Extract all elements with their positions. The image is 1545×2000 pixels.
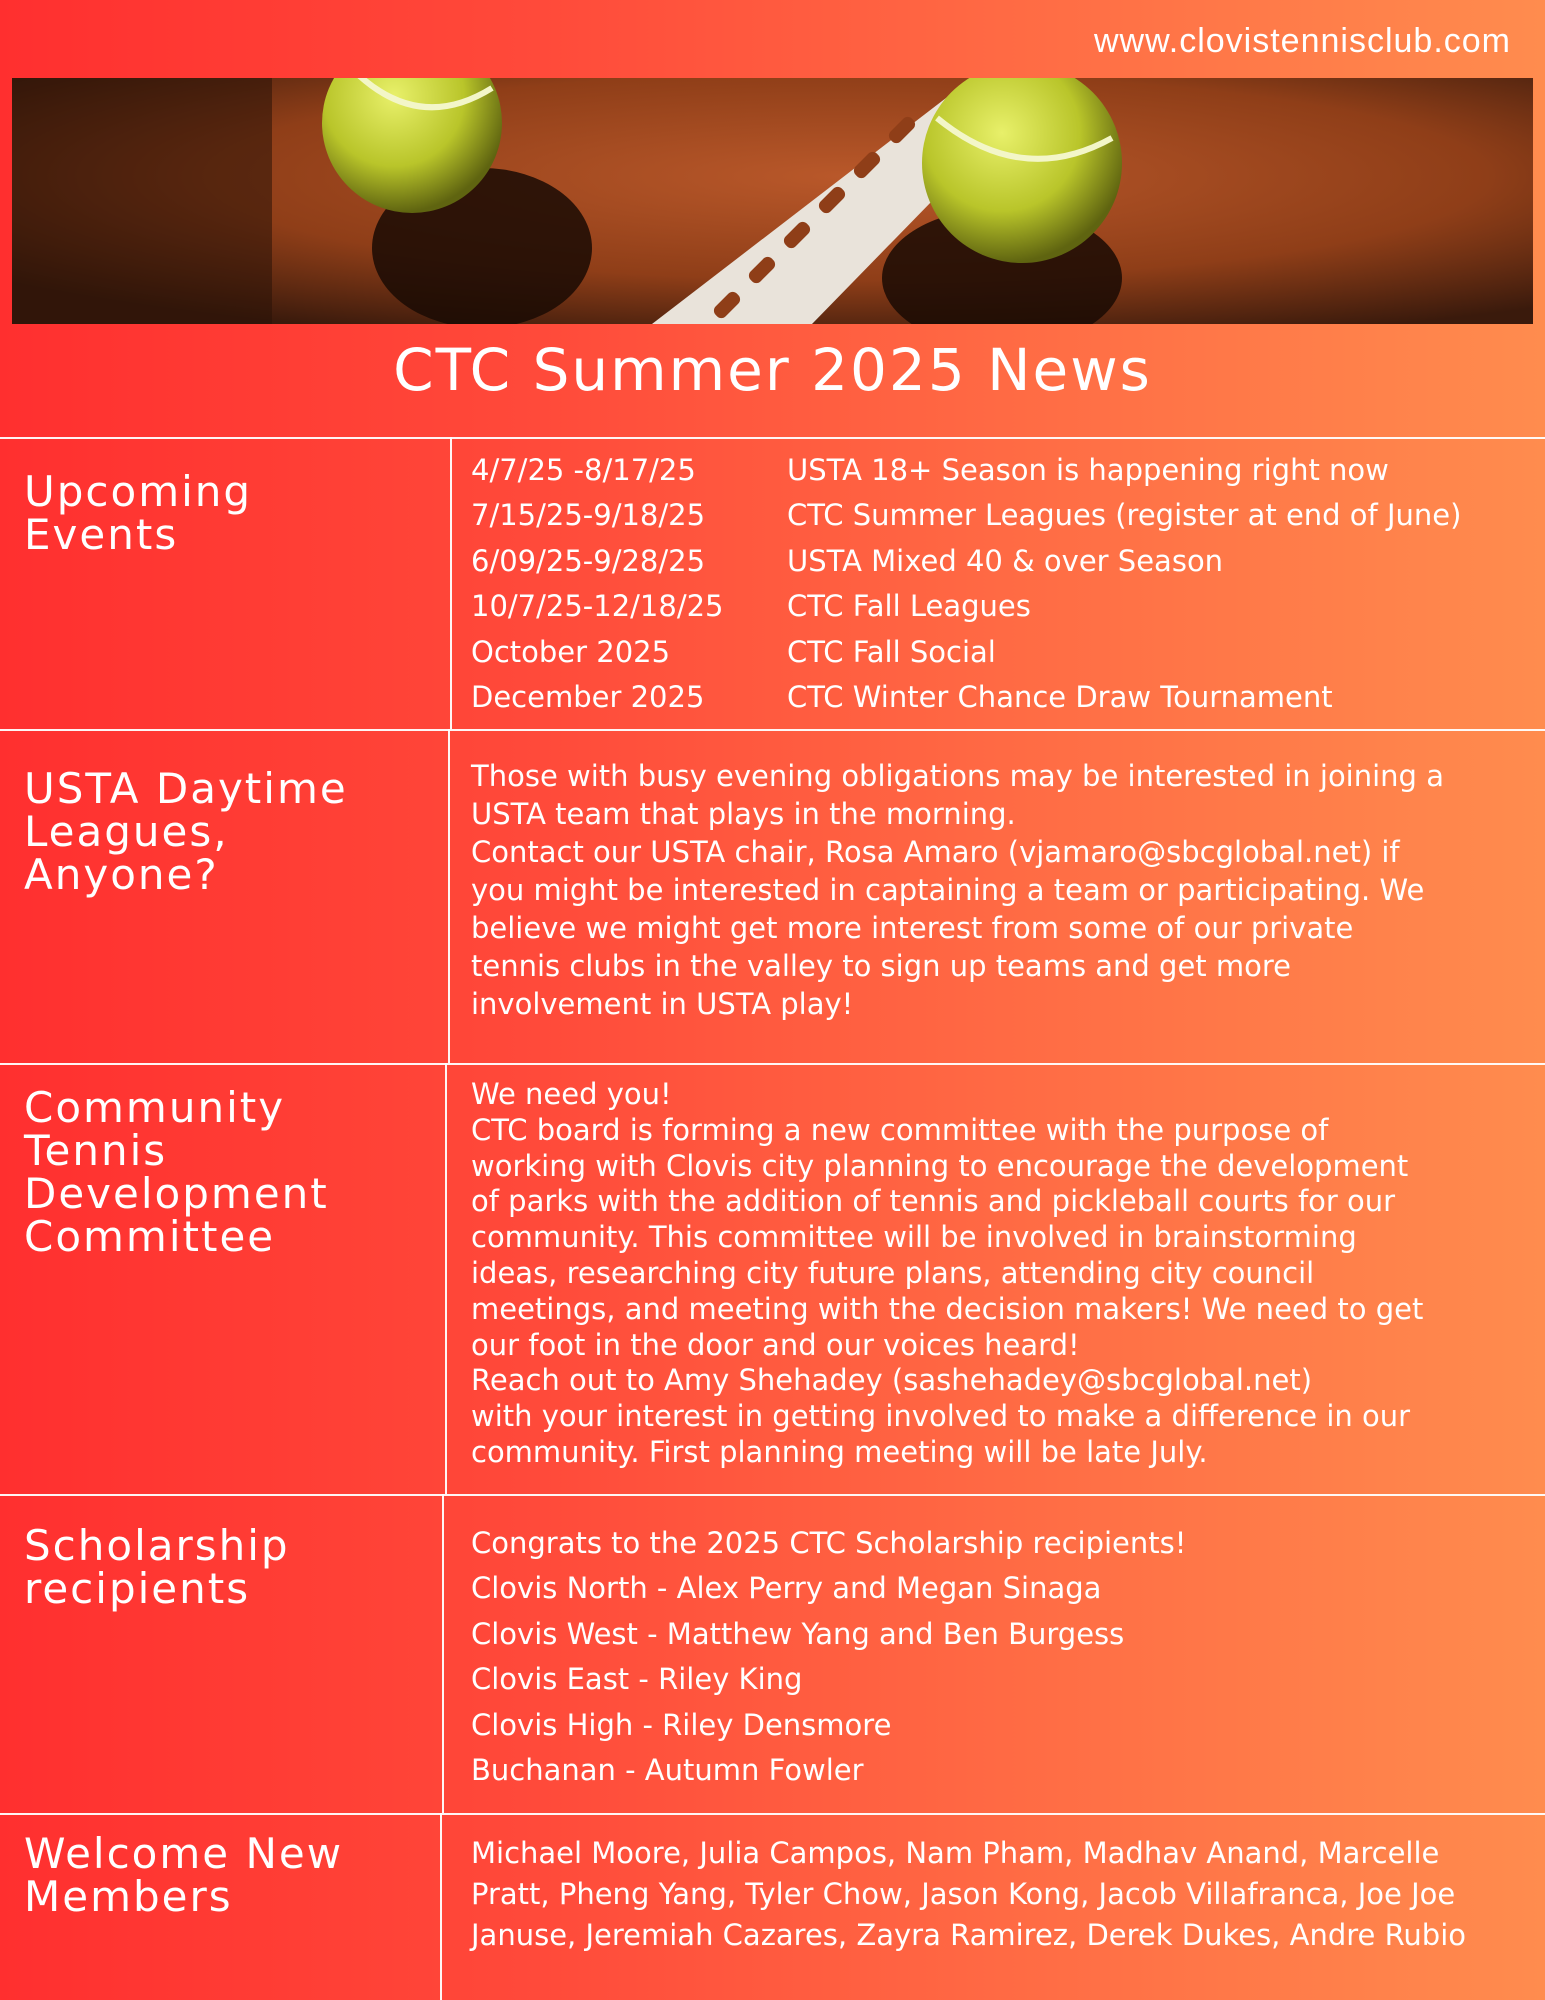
text-line: Contact our USTA chair, Rosa Amaro (vjamaro@sbcglobal.net) if xyxy=(471,835,1400,869)
section-label-upcoming-events xyxy=(24,467,253,559)
text-line: Januse, Jeremiah Cazares, Zayra Ramirez, Derek Dukes, Andre Rubio xyxy=(471,1918,1467,1952)
text-line: working with Clovis city planning to encourage the development xyxy=(471,1148,1409,1183)
text-line: involvement in USTA play! xyxy=(471,987,854,1021)
event-row xyxy=(471,629,1531,675)
event-date: December 2025 xyxy=(471,680,705,715)
divider xyxy=(0,437,1545,439)
label-line: Community xyxy=(24,1083,286,1132)
events-list xyxy=(471,447,1531,720)
section-label-scholarship xyxy=(24,1521,290,1613)
event-date: 7/15/25-9/18/25 xyxy=(471,498,706,533)
list-item: Clovis West - Matthew Yang and Ben Burgess xyxy=(471,1616,1125,1651)
text-line: USTA team that plays in the morning. xyxy=(471,797,1016,831)
event-description: USTA Mixed 40 & over Season xyxy=(787,543,1224,578)
text-line: meetings, and meeting with the decision makers! We need to get xyxy=(471,1291,1424,1326)
text-line: believe we might get more interest from some of our private xyxy=(471,911,1354,945)
event-date: 6/09/25-9/28/25 xyxy=(471,543,706,578)
event-description: CTC Winter Chance Draw Tournament xyxy=(787,680,1333,715)
event-row xyxy=(471,584,1531,630)
event-date: 4/7/25 -8/17/25 xyxy=(471,452,696,487)
column-divider xyxy=(442,1494,444,1813)
column-divider xyxy=(445,1063,447,1494)
text-line: CTC board is forming a new committee with the purpose of xyxy=(471,1112,1329,1147)
page-title: CTC Summer 2025 News xyxy=(393,336,1152,404)
event-row xyxy=(471,675,1531,721)
text-line: our foot in the door and our voices heard! xyxy=(471,1327,1080,1362)
new-members-text xyxy=(471,1833,1531,1956)
text-line: you might be interested in captaining a team or participating. We xyxy=(471,873,1425,907)
text-line: We need you! xyxy=(471,1077,672,1111)
label-line: Committee xyxy=(24,1212,276,1261)
event-row xyxy=(471,493,1531,539)
list-item: Clovis High - Riley Densmore xyxy=(471,1707,892,1742)
website-url[interactable]: www.clovistennisclub.com xyxy=(1093,22,1511,60)
label-line: USTA Daytime xyxy=(24,764,348,813)
label-line: Development xyxy=(24,1169,329,1218)
list-item: Clovis East - Riley King xyxy=(471,1662,803,1697)
daytime-text xyxy=(471,757,1531,1023)
community-text xyxy=(471,1077,1531,1471)
banner-image xyxy=(12,78,1533,324)
text-line: Michael Moore, Julia Campos, Nam Pham, Madhav Anand, Marcelle xyxy=(471,1836,1440,1870)
label-line: Events xyxy=(24,510,179,559)
text-line: with your interest in getting involved to make a difference in our xyxy=(471,1399,1411,1434)
label-line: Anyone? xyxy=(24,850,219,899)
text-line: community. This committee will be involved in brainstorming xyxy=(471,1220,1357,1255)
divider xyxy=(0,1494,1545,1496)
event-row xyxy=(471,447,1531,493)
text-line: Pratt, Pheng Yang, Tyler Chow, Jason Kong, Jacob Villafranca, Joe Joe xyxy=(471,1877,1456,1911)
label-line: Leagues, xyxy=(24,807,229,856)
text-line: ideas, researching city future plans, attending city council xyxy=(471,1255,1315,1290)
divider xyxy=(0,1063,1545,1065)
label-line: Scholarship xyxy=(24,1521,290,1570)
column-divider xyxy=(450,437,452,729)
text-line: of parks with the addition of tennis and pickleball courts for our xyxy=(471,1184,1396,1219)
divider xyxy=(0,729,1545,731)
text-line: Congrats to the 2025 CTC Scholarship recipients! xyxy=(471,1525,1187,1560)
event-description: USTA 18+ Season is happening right now xyxy=(787,452,1389,487)
section-label-usta-daytime xyxy=(24,764,348,899)
event-description: CTC Summer Leagues (register at end of June) xyxy=(787,498,1462,533)
column-divider xyxy=(440,1813,442,2000)
event-description: CTC Fall Leagues xyxy=(787,589,1031,624)
text-line: tennis clubs in the valley to sign up teams and get more xyxy=(471,949,1292,983)
text-line: Reach out to Amy Shehadey (sashehadey@sbcglobal.net) xyxy=(471,1363,1313,1398)
event-description: CTC Fall Social xyxy=(787,634,996,669)
section-label-community-committee xyxy=(24,1083,329,1261)
label-line: Members xyxy=(24,1872,233,1921)
label-line: Tennis xyxy=(24,1126,168,1175)
text-line: Those with busy evening obligations may be interested in joining a xyxy=(471,759,1444,793)
event-date: October 2025 xyxy=(471,634,671,669)
event-row xyxy=(471,538,1531,584)
column-divider xyxy=(448,729,450,1063)
section-label-new-members xyxy=(24,1829,344,1921)
label-line: Upcoming xyxy=(24,467,253,516)
scholarship-list xyxy=(471,1520,1531,1793)
label-line: Welcome New xyxy=(24,1829,344,1878)
text-line: community. First planning meeting will be late July. xyxy=(471,1434,1208,1469)
label-line: recipients xyxy=(24,1564,251,1613)
divider xyxy=(0,1813,1545,1815)
list-item: Clovis North - Alex Perry and Megan Sinaga xyxy=(471,1571,1102,1606)
event-date: 10/7/25-12/18/25 xyxy=(471,589,724,624)
tennis-balls-on-clay-court-icon xyxy=(12,78,1533,324)
list-item: Buchanan - Autumn Fowler xyxy=(471,1753,864,1788)
